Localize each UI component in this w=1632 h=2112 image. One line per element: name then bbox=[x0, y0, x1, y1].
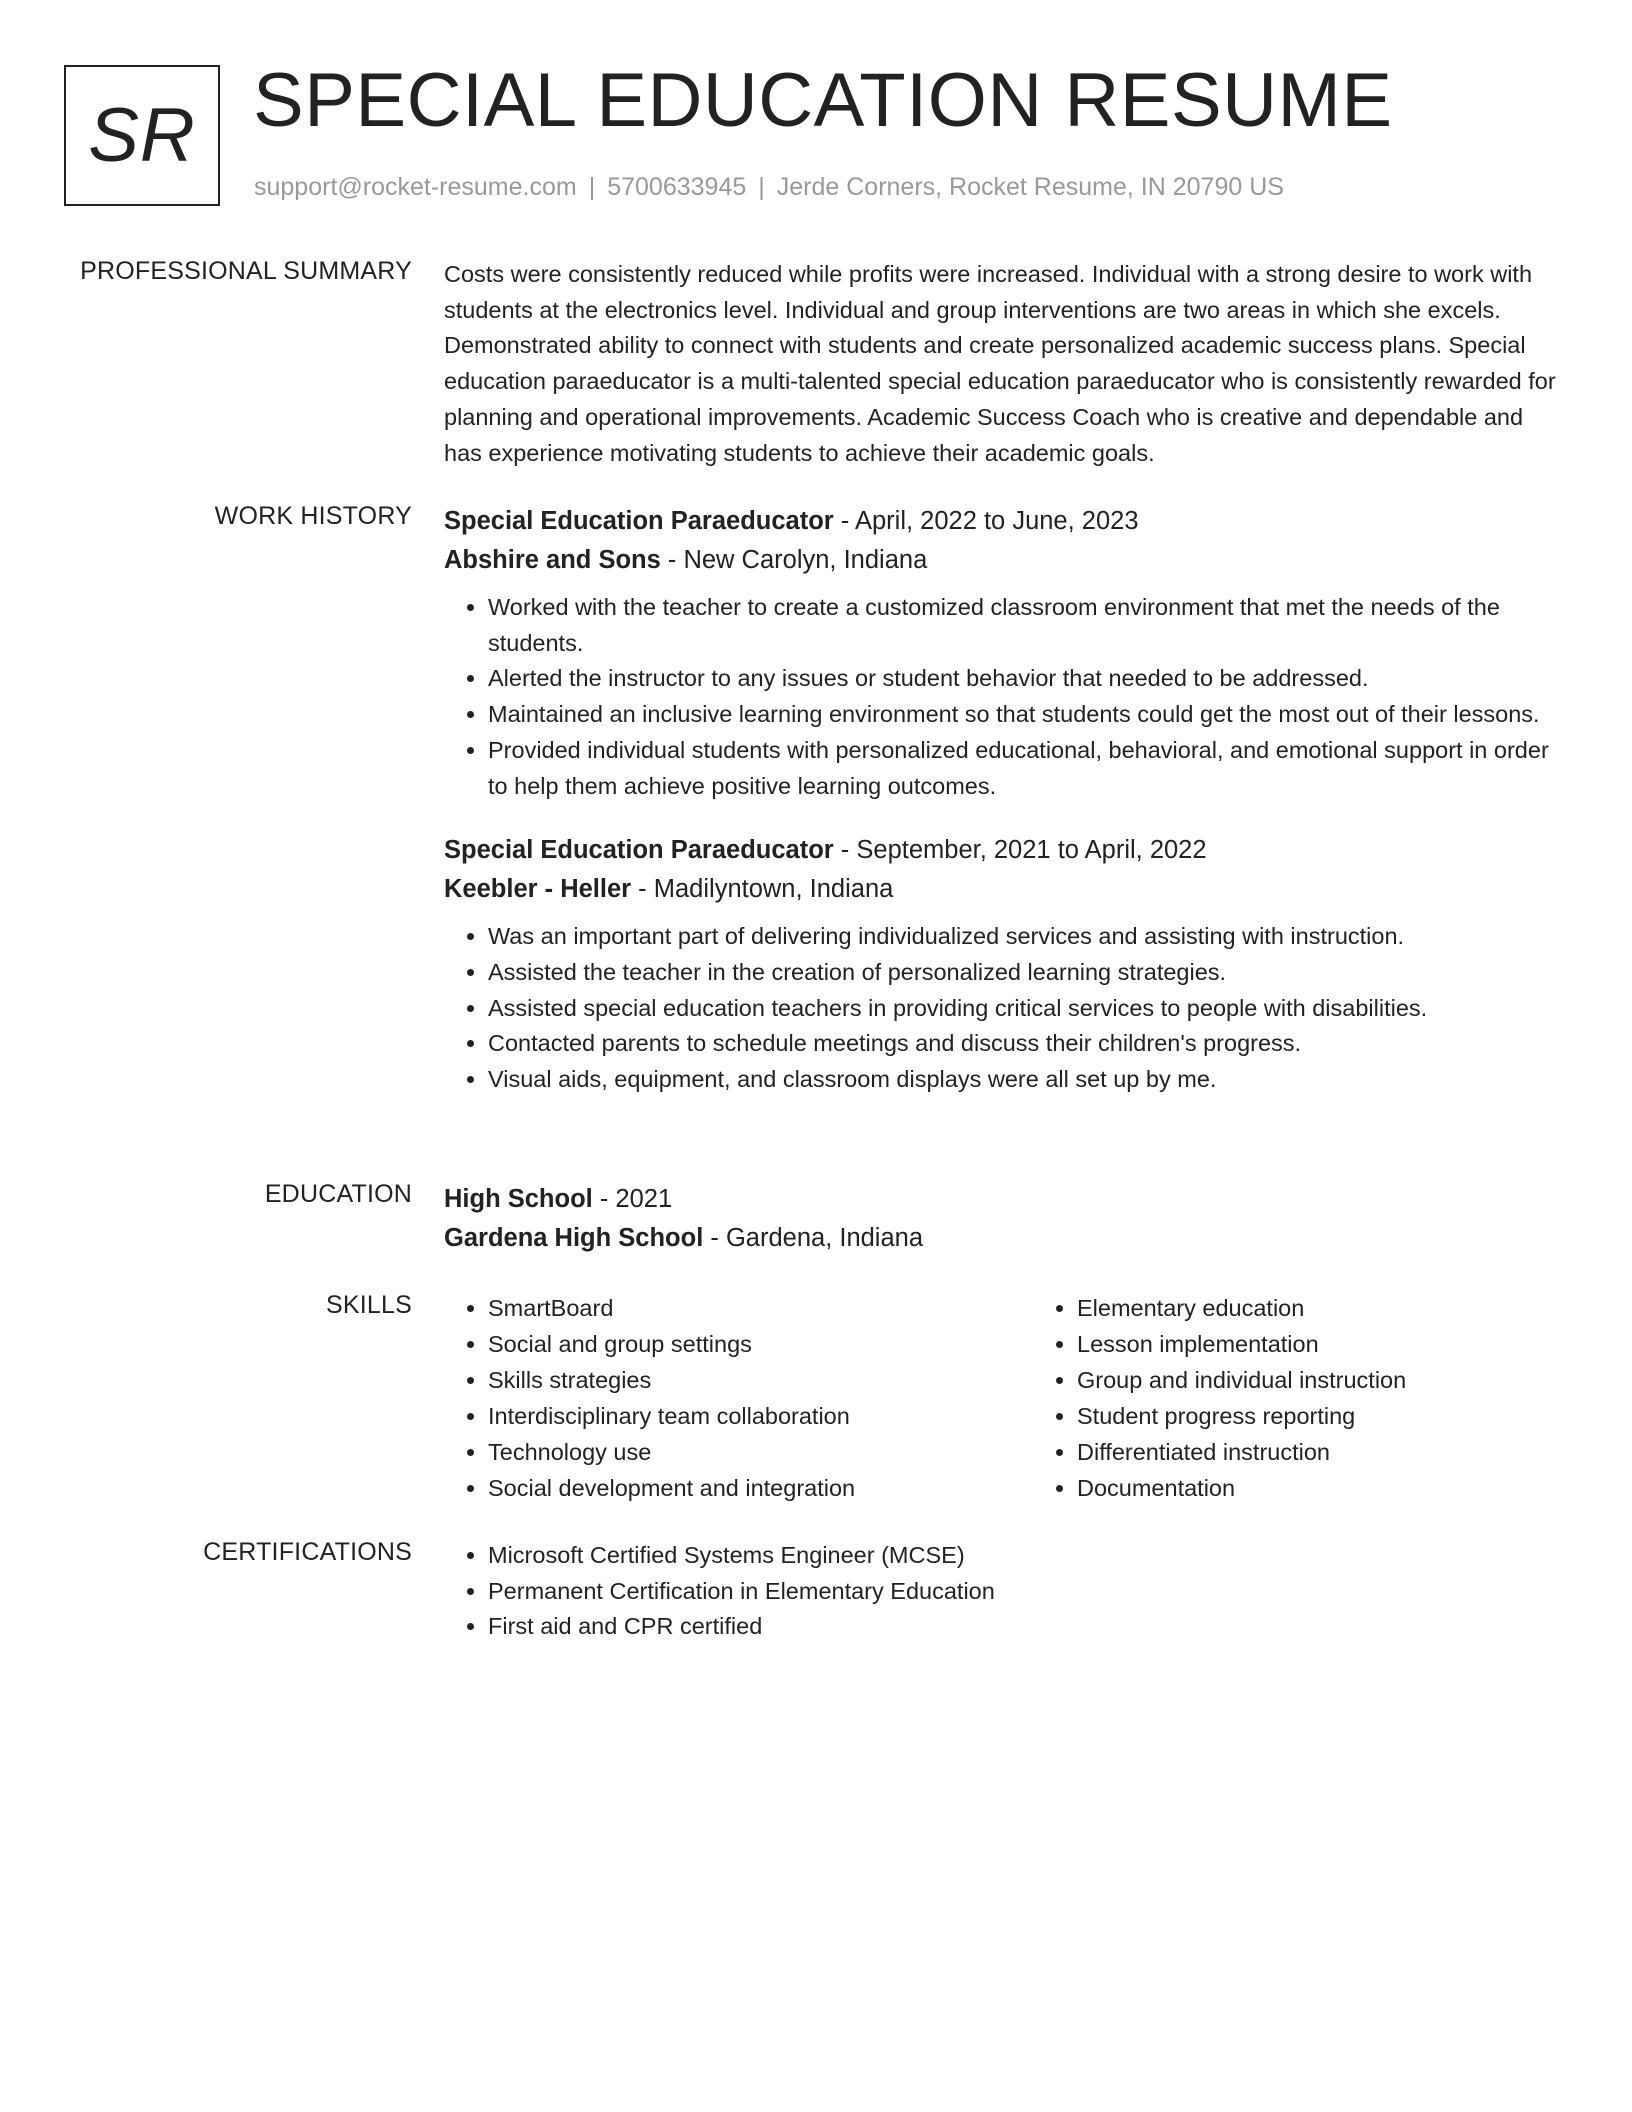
skill-item: • Social and group settings bbox=[488, 1327, 1033, 1363]
skills-list-right bbox=[1033, 1291, 1406, 1506]
education-degree-line bbox=[444, 1180, 1556, 1219]
skill-item: • Social development and integration bbox=[488, 1471, 1033, 1507]
job-bullet: • Visual aids, equipment, and classroom displays were all set up by me. bbox=[488, 1062, 1556, 1098]
job-role-line bbox=[444, 502, 1556, 541]
skills-body bbox=[444, 1291, 1556, 1506]
job-company: Keebler - Heller bbox=[444, 875, 632, 904]
section-title-certifications: CERTIFICATIONS bbox=[203, 1538, 412, 1566]
skill-item: • SmartBoard bbox=[488, 1291, 1033, 1327]
work-history-body bbox=[444, 502, 1556, 1098]
job-bullet: • Maintained an inclusive learning environment so that students could get the most out of their lessons. bbox=[488, 697, 1556, 733]
job-company-line bbox=[444, 870, 1556, 909]
skills-list-left bbox=[444, 1291, 1033, 1506]
contact-line bbox=[254, 173, 1284, 202]
section-title-education: EDUCATION bbox=[264, 1180, 412, 1208]
skill-item: • Student progress reporting bbox=[1077, 1399, 1406, 1435]
job-bullet: • Assisted the teacher in the creation of personalized learning strategies. bbox=[488, 955, 1556, 991]
job-company-line bbox=[444, 541, 1556, 580]
certification-item: • Microsoft Certified Systems Engineer (MCSE) bbox=[488, 1538, 1556, 1574]
section-title-work-history: WORK HISTORY bbox=[214, 502, 412, 530]
job-bullet: • Assisted special education teachers in providing critical services to people with disabilities. bbox=[488, 991, 1556, 1027]
certifications-list bbox=[444, 1538, 1556, 1645]
contact-address: Jerde Corners, Rocket Resume, IN 20790 US bbox=[776, 173, 1284, 201]
contact-separator: | bbox=[588, 173, 596, 201]
job-location: - New Carolyn, Indiana bbox=[660, 546, 928, 574]
skill-item: • Differentiated instruction bbox=[1077, 1435, 1406, 1471]
skill-item: • Elementary education bbox=[1077, 1291, 1406, 1327]
contact-phone: 5700633945 bbox=[607, 173, 747, 201]
education-school: Gardena High School bbox=[444, 1224, 704, 1252]
certification-item: • Permanent Certification in Elementary Education bbox=[488, 1574, 1556, 1610]
contact-email: support@rocket-resume.com bbox=[254, 173, 577, 201]
skill-item: • Lesson implementation bbox=[1077, 1327, 1406, 1363]
education-location: - Gardena, Indiana bbox=[703, 1224, 924, 1252]
contact-separator: | bbox=[758, 173, 765, 201]
education-year: - 2021 bbox=[592, 1185, 673, 1213]
section-title-skills: SKILLS bbox=[326, 1291, 412, 1319]
skill-item: • Interdisciplinary team collaboration bbox=[488, 1399, 1033, 1435]
certification-item: • First aid and CPR certified bbox=[488, 1609, 1556, 1645]
job-bullets bbox=[444, 590, 1556, 804]
education-degree: High School bbox=[444, 1185, 593, 1213]
job-entry bbox=[444, 831, 1556, 1098]
skill-item: • Documentation bbox=[1077, 1471, 1406, 1507]
resume-header bbox=[64, 58, 1574, 210]
education-body bbox=[444, 1180, 1556, 1258]
job-location: - Madilyntown, Indiana bbox=[631, 875, 894, 904]
skill-item: • Technology use bbox=[488, 1435, 1033, 1471]
monogram-logo: SR bbox=[64, 65, 220, 206]
job-role: Special Education Paraeducator bbox=[444, 507, 834, 535]
job-dates: - April, 2022 to June, 2023 bbox=[833, 507, 1139, 535]
job-role-line bbox=[444, 831, 1556, 870]
job-bullet: • Contacted parents to schedule meetings and discuss their children's progress. bbox=[488, 1026, 1556, 1062]
summary-text: Costs were consistently reduced while profits were increased. Individual with a strong desire to work with students at the electronics level. Individual and group interventions are two areas in which she excels. Demonstrated ability to connect with students and create personalized academic success plans. Special education paraeducator is a multi-talented special education paraeducator who is consistently rewarded for planning and operational improvements. Academic Success Coach who is creative and dependable and has experience motivating students to achieve their academic goals. bbox=[444, 261, 1556, 466]
job-bullet: • Provided individual students with personalized educational, behavioral, and emotional support in order to help them achieve positive learning outcomes. bbox=[488, 733, 1556, 804]
job-bullet: • Worked with the teacher to create a customized classroom environment that met the needs of the students. bbox=[488, 590, 1556, 661]
resume-title: SPECIAL EDUCATION RESUME bbox=[253, 58, 1393, 143]
job-bullet: • Alerted the instructor to any issues or student behavior that needed to be addressed. bbox=[488, 661, 1556, 697]
job-dates: - September, 2021 to April, 2022 bbox=[833, 836, 1207, 865]
job-bullet: • Was an important part of delivering individualized services and assisting with instruction. bbox=[488, 919, 1556, 955]
job-bullets bbox=[444, 919, 1556, 1098]
job-role: Special Education Paraeducator bbox=[444, 836, 834, 865]
skill-item: • Group and individual instruction bbox=[1077, 1363, 1406, 1399]
section-title-summary: PROFESSIONAL SUMMARY bbox=[80, 257, 412, 285]
certifications-body bbox=[444, 1538, 1556, 1645]
skills-columns bbox=[444, 1291, 1556, 1506]
job-entry bbox=[444, 502, 1556, 804]
job-company: Abshire and Sons bbox=[444, 546, 661, 574]
education-school-line bbox=[444, 1219, 1556, 1258]
skill-item: • Skills strategies bbox=[488, 1363, 1033, 1399]
